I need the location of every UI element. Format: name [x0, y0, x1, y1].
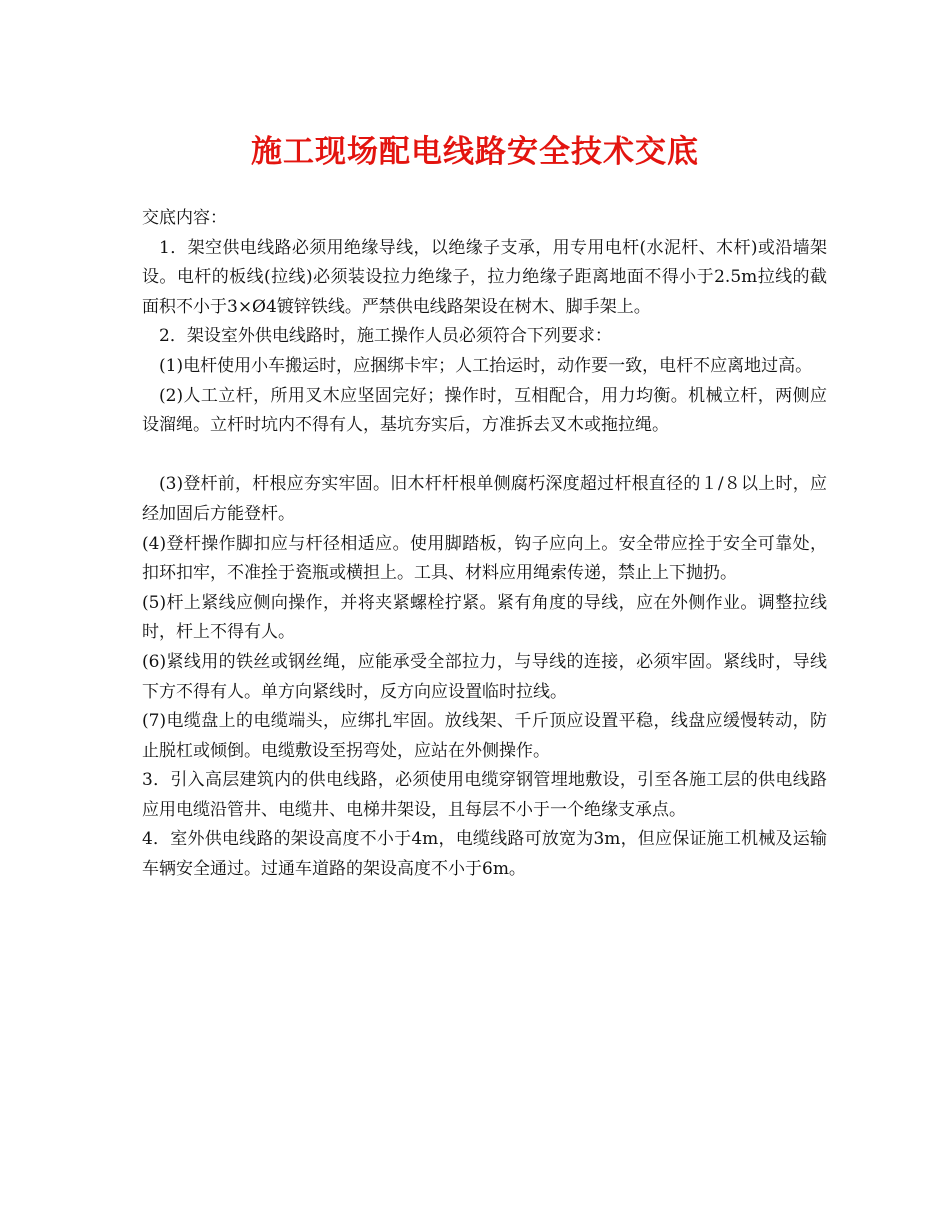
paragraph-2-7: (7)电缆盘上的电缆端头，应绑扎牢固。放线架、千斤顶应设置平稳，线盘应缓慢转动，防止脱杠或倾倒。电缆敷设至拐弯处，应站在外侧操作。: [142, 711, 827, 761]
paragraph-2-3: (3)登杆前，杆根应夯实牢固。旧木杆杆根单侧腐朽深度超过杆根直径的１/８以上时，应经加固后方能登杆。: [142, 474, 827, 524]
document-body: [142, 204, 827, 885]
paragraph-2: 2．架设室外供电线路时，施工操作人员必须符合下列要求：: [159, 326, 612, 347]
paragraph-3: 3．引入高层建筑内的供电线路，必须使用电缆穿钢管埋地敷设，引至各施工层的供电线路应用电缆沿管井、电缆井、电梯井架设，且每层不小于一个绝缘支承点。: [142, 770, 827, 820]
paragraph-2-1: (1)电杆使用小车搬运时，应捆绑卡牢；人工抬运时，动作要一致，电杆不应离地过高。: [159, 355, 813, 376]
paragraph-2-6: (6)紧线用的铁丝或钢丝绳，应能承受全部拉力，与导线的连接，必须牢固。紧线时，导线下方不得有人。单方向紧线时，反方向应设置临时拉线。: [142, 651, 827, 702]
document-title: 施工现场配电线路安全技术交底: [251, 134, 699, 170]
blank-line: [142, 441, 827, 471]
intro-label: 交底内容：: [142, 208, 227, 228]
paragraph-2-5: (5)杆上紧线应侧向操作，并将夹紧螺栓拧紧。紧有角度的导线，应在外侧作业。调整拉线时，杆上不得有人。: [142, 592, 827, 643]
paragraph-1: 1．架空供电线路必须用绝缘导线，以绝缘子支承，用专用电杆(水泥杆、木杆)或沿墙架设。电杆的板线(拉线)必须装设拉力绝缘子，拉力绝缘子距离地面不得小于2.5m拉线的截面积不小于3×Ø4镀锌铁线。严禁供电线路架设在树木、脚手架上。: [142, 237, 827, 317]
paragraph-2-2: (2)人工立杆，所用叉木应坚固完好；操作时，互相配合，用力均衡。机械立杆，两侧应设溜绳。立杆时坑内不得有人，基坑夯实后，方准拆去叉木或拖拉绳。: [142, 385, 827, 436]
paragraph-4: 4．室外供电线路的架设高度不小于4m，电缆线路可放宽为3m，但应保证施工机械及运输车辆安全通过。过通车道路的架设高度不小于6m。: [142, 829, 827, 880]
paragraph-2-4: (4)登杆操作脚扣应与杆径相适应。使用脚踏板，钩子应向上。安全带应拴于安全可靠处，扣环扣牢，不准拴于瓷瓶或横担上。工具、材料应用绳索传递，禁止上下抛扔。: [142, 533, 827, 584]
